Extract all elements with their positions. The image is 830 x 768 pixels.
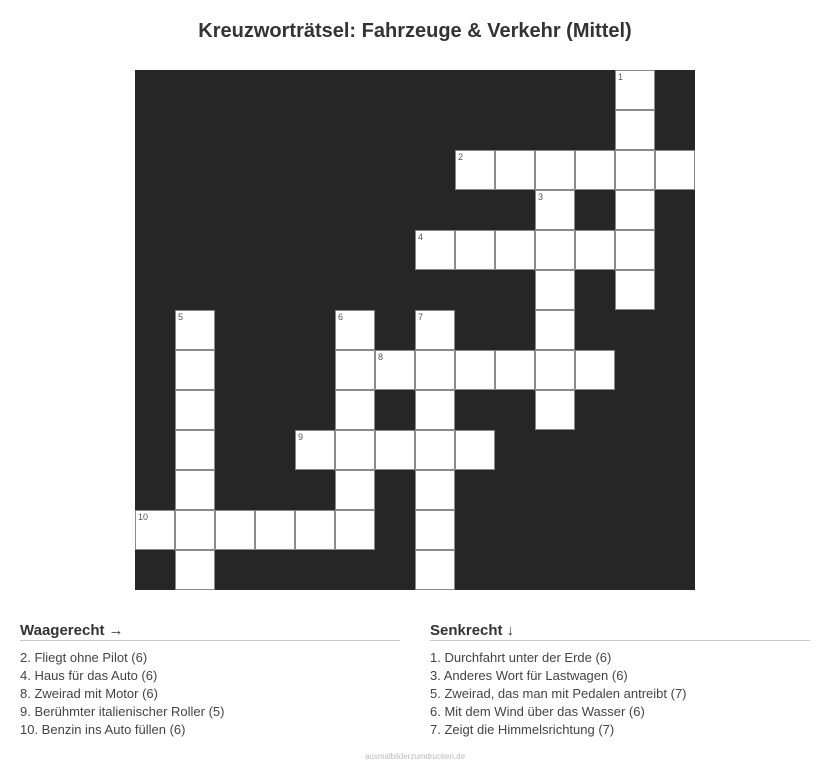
crossword-cell[interactable] <box>535 350 575 390</box>
crossword-cell[interactable] <box>415 230 455 270</box>
crossword-cell[interactable] <box>615 150 655 190</box>
down-heading <box>430 622 810 641</box>
across-clues-section <box>20 622 400 739</box>
crossword-cell[interactable] <box>535 190 575 230</box>
crossword-cell[interactable] <box>255 510 295 550</box>
crossword-cell[interactable] <box>415 470 455 510</box>
crossword-cell[interactable] <box>575 150 615 190</box>
down-clue: 1. Durchfahrt unter der Erde (6) <box>430 650 612 665</box>
crossword-cell[interactable] <box>415 550 455 590</box>
crossword-cell[interactable] <box>535 390 575 430</box>
crossword-cell[interactable] <box>535 150 575 190</box>
crossword-cell[interactable] <box>175 550 215 590</box>
crossword-cell[interactable] <box>415 430 455 470</box>
crossword-cell[interactable] <box>215 510 255 550</box>
down-heading-label: Senkrecht <box>430 622 503 639</box>
crossword-cell[interactable] <box>335 470 375 510</box>
crossword-cell[interactable] <box>175 470 215 510</box>
down-clue: 7. Zeigt die Himmelsrichtung (7) <box>430 722 615 737</box>
crossword-cell[interactable] <box>335 510 375 550</box>
down-clue: 5. Zweirad, das man mit Pedalen antreibt (7) <box>430 686 687 701</box>
crossword-cell[interactable] <box>415 510 455 550</box>
crossword-cell[interactable] <box>615 70 655 110</box>
clue-number: 8 <box>378 352 384 362</box>
site-watermark: ausmalbilderzumdrucken.de <box>364 752 466 761</box>
across-clue: 10. Benzin ins Auto füllen (6) <box>20 722 186 737</box>
crossword-cell[interactable] <box>175 310 215 350</box>
down-clue: 6. Mit dem Wind über das Wasser (6) <box>430 704 645 719</box>
crossword-cell[interactable] <box>495 150 535 190</box>
across-clue-list <box>20 649 400 739</box>
crossword-cell[interactable] <box>535 310 575 350</box>
across-heading-label: Waagerecht <box>20 622 105 639</box>
crossword-cell[interactable] <box>335 430 375 470</box>
crossword-cell[interactable] <box>415 350 455 390</box>
crossword-cell[interactable] <box>175 390 215 430</box>
down-clues-section <box>430 622 810 739</box>
crossword-cell[interactable] <box>455 230 495 270</box>
crossword-cell[interactable] <box>335 310 375 350</box>
crossword-cell[interactable] <box>495 230 535 270</box>
crossword-cell[interactable] <box>455 430 495 470</box>
across-clue: 2. Fliegt ohne Pilot (6) <box>20 650 148 665</box>
crossword-cell[interactable] <box>295 510 335 550</box>
across-clue: 9. Berühmter italienischer Roller (5) <box>20 704 225 719</box>
crossword-cell[interactable] <box>535 230 575 270</box>
crossword-cell[interactable] <box>335 390 375 430</box>
crossword-cell[interactable] <box>375 350 415 390</box>
crossword-cell[interactable] <box>415 310 455 350</box>
down-clue-list <box>430 649 810 739</box>
across-heading <box>20 622 400 641</box>
clue-number: 9 <box>298 432 304 442</box>
crossword-cell[interactable] <box>615 190 655 230</box>
crossword-cell[interactable] <box>615 230 655 270</box>
puzzle-title: Kreuzworträtsel: Fahrzeuge & Verkehr (Mittel) <box>198 20 632 42</box>
crossword-cell[interactable] <box>175 430 215 470</box>
clue-number: 10 <box>138 512 149 522</box>
clue-number: 4 <box>418 232 424 242</box>
crossword-cell[interactable] <box>495 350 535 390</box>
crossword-cell[interactable] <box>335 350 375 390</box>
clue-number: 6 <box>338 312 344 322</box>
crossword-cell[interactable] <box>655 150 695 190</box>
clue-number: 3 <box>538 192 544 202</box>
crossword-cell[interactable] <box>535 270 575 310</box>
down-clue: 3. Anderes Wort für Lastwagen (6) <box>430 668 628 683</box>
crossword-cell[interactable] <box>135 510 175 550</box>
crossword-cell[interactable] <box>575 350 615 390</box>
crossword-cell[interactable] <box>455 350 495 390</box>
clue-number: 1 <box>618 72 624 82</box>
crossword-cell[interactable] <box>455 150 495 190</box>
right-arrow-icon: → <box>108 622 124 639</box>
crossword-cell[interactable] <box>295 430 335 470</box>
crossword-cell[interactable] <box>415 390 455 430</box>
down-arrow-icon: ↓ <box>506 622 515 639</box>
crossword-cell[interactable] <box>175 350 215 390</box>
crossword-cell[interactable] <box>375 430 415 470</box>
clue-number: 5 <box>178 312 184 322</box>
across-clue: 8. Zweirad mit Motor (6) <box>20 686 158 701</box>
crossword-cell[interactable] <box>175 510 215 550</box>
clue-number: 7 <box>418 312 424 322</box>
across-clue: 4. Haus für das Auto (6) <box>20 668 158 683</box>
crossword-cell[interactable] <box>615 110 655 150</box>
clue-number: 2 <box>458 152 464 162</box>
crossword-cell[interactable] <box>615 270 655 310</box>
crossword-grid <box>135 70 695 590</box>
crossword-cell[interactable] <box>575 230 615 270</box>
